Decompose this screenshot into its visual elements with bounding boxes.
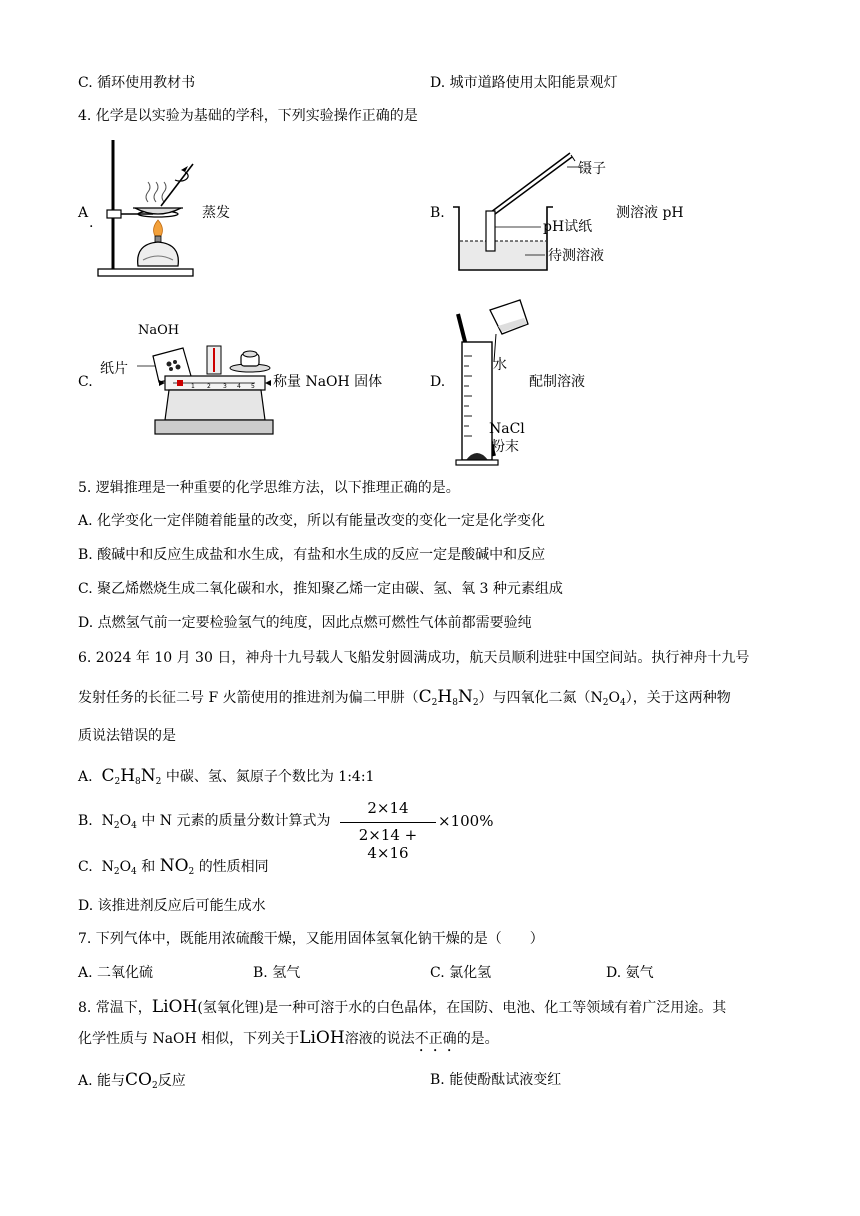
q4-stem: 4. 化学是以实验为基础的学科，下列实验操作正确的是 bbox=[78, 108, 418, 124]
q7-option-c: C. 氯化氢 bbox=[430, 965, 492, 981]
q7-option-a: A. 二氧化硫 bbox=[78, 965, 154, 981]
label-nacl: NaCl bbox=[489, 421, 525, 437]
q7-stem: 7. 下列气体中，既能用浓硫酸干燥，又能用固体氢氧化钠干燥的是（ ） bbox=[78, 931, 544, 947]
q6-option-d: D. 该推进剂反应后可能生成水 bbox=[78, 898, 266, 914]
q8-option-b: B. 能使酚酞试液变红 bbox=[430, 1072, 562, 1088]
scale-tick-5: 5 bbox=[251, 383, 255, 390]
fraction-numerator: 2×14 bbox=[367, 799, 409, 817]
q5-option-d: D. 点燃氢气前一定要检验氢气的纯度，因此点燃可燃性气体前都需要验纯 bbox=[78, 615, 532, 631]
q4-option-d-letter: D. bbox=[430, 374, 446, 390]
q5-option-b: B. 酸碱中和反应生成盐和水生成，有盐和水生成的反应一定是酸碱中和反应 bbox=[78, 547, 546, 563]
q8-option-a: A. 能与$CO_2$反应 bbox=[78, 1070, 186, 1091]
q6-line3: 质说法错误的是 bbox=[78, 728, 176, 744]
label-ph-paper: pH试纸 bbox=[543, 219, 593, 235]
label-paper-piece: 纸片 bbox=[100, 361, 128, 377]
q4-option-c-letter: C. bbox=[78, 374, 93, 390]
q4-option-b-letter: B. bbox=[430, 205, 445, 221]
q6-line2: 发射任务的长征二号 F 火箭使用的推进剂为偏二甲肼$(C_2H_8N_2)$与四氧化二氮$(N_2O_4)$，关于这两种物 bbox=[78, 687, 731, 708]
scale-tick-4: 4 bbox=[237, 383, 241, 390]
q5-stem: 5. 逻辑推理是一种重要的化学思维方法，以下推理正确的是。 bbox=[78, 480, 460, 496]
label-naoh: NaOH bbox=[138, 323, 180, 338]
q7-option-b: B. 氢气 bbox=[253, 965, 301, 981]
scale-tick-2: 2 bbox=[207, 383, 211, 390]
q7-option-d: D. 氨气 bbox=[606, 965, 654, 981]
fraction-bar bbox=[340, 822, 436, 823]
fraction-denominator: 2×14 + 4×16 bbox=[358, 826, 418, 862]
label-tweezers: 镊子 bbox=[578, 161, 606, 177]
label-powder: 粉末 bbox=[491, 439, 519, 455]
label-water: 水 bbox=[493, 357, 507, 373]
scale-tick-3: 3 bbox=[223, 383, 227, 390]
q4-option-a-dot: . bbox=[89, 215, 94, 231]
q5-option-a: A. 化学变化一定伴随着能量的改变，所以有能量改变的变化一定是化学变化 bbox=[78, 513, 546, 529]
evaporation-apparatus-icon bbox=[93, 140, 203, 280]
scale-tick-1: 1 bbox=[191, 383, 195, 390]
q4-option-a-letter: A bbox=[78, 205, 89, 221]
q4-option-d-caption: 配制溶液 bbox=[529, 374, 585, 390]
q5-option-c: C. 聚乙烯燃烧生成二氧化碳和水，推知聚乙烯一定由碳、氢、氧 3 种元素组成 bbox=[78, 581, 563, 597]
fraction-multiplier: ×100% bbox=[438, 812, 494, 830]
option-d-top: D. 城市道路使用太阳能景观灯 bbox=[430, 75, 618, 91]
option-c-top: C. 循环使用教材书 bbox=[78, 75, 196, 91]
q6-line1: 6. 2024 年 10 月 30 日，神舟十九号载人飞船发射圆满成功，航天员顺利进驻中国空间站。执行神舟十九号 bbox=[78, 650, 750, 666]
q4-option-b-caption: 测溶液 pH bbox=[616, 205, 684, 221]
label-test-solution: 待测溶液 bbox=[548, 248, 604, 264]
q6-option-a: A. $C_2H_8N_2$ 中碳、氢、氮原子个数比为 1:4:1 bbox=[78, 766, 375, 787]
balance-scale-icon bbox=[125, 338, 285, 438]
q4-option-c-caption: 称量 NaOH 固体 bbox=[273, 374, 383, 390]
q6-option-b: B. $N_2O_4$ 中 N 元素的质量分数计算式为 bbox=[78, 813, 331, 831]
q4-option-a-caption: 蒸发 bbox=[202, 205, 230, 221]
q6-option-c: C. $N_2O_4$ 和 $NO_2$ 的性质相同 bbox=[78, 856, 269, 877]
q8-line2: 化学性质与 NaOH 相似，下列关于LiOH溶液的说法不正确的是。 bbox=[78, 1028, 499, 1048]
q8-line1: 8. 常温下，LiOH(氢氧化锂)是一种可溶于水的白色晶体，在国防、电池、化工等领域有着广泛用途。其 bbox=[78, 997, 727, 1017]
